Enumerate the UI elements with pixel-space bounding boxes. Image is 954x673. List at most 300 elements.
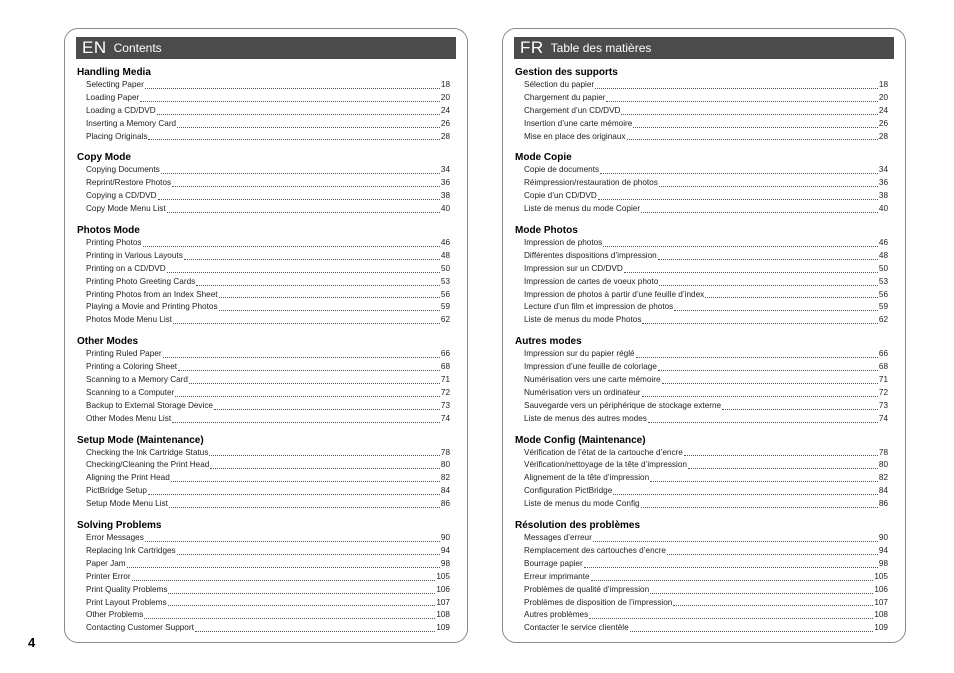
toc-entry[interactable] [515,413,888,426]
entry-page-number: 66 [440,349,450,359]
entry-label: Impression de photos [524,238,603,248]
toc-entry[interactable] [77,276,450,289]
section-title: Other Modes [77,336,139,348]
dot-leader [189,374,440,384]
entry-label: Scanning to a Memory Card [86,375,188,385]
entry-page-number: 107 [874,597,888,607]
page-number: 4 [28,635,36,650]
dot-leader [600,164,878,174]
entry-page-number: 59 [878,302,888,312]
toc-entry[interactable] [77,237,450,250]
entry-label: Printing on a CD/DVD [86,263,166,273]
toc-section [77,434,450,511]
dot-leader [148,131,439,141]
toc-entry[interactable] [515,276,888,289]
toc-entry[interactable] [515,374,888,387]
section-title: Solving Problems [77,520,162,532]
entry-label: Réimpression/restauration de photos [524,178,658,188]
toc-entry[interactable] [515,190,888,203]
toc-entry[interactable] [77,472,450,485]
dot-leader [209,447,439,457]
toc-entry[interactable] [77,485,450,498]
entry-label: Checking the Ink Cartridge Status [86,447,209,457]
section-title: Photos Mode [77,225,140,237]
dot-leader [662,374,878,384]
toc-entry[interactable] [77,387,450,400]
toc-entry[interactable] [515,92,888,105]
entry-label: Error Messages [86,533,144,543]
toc-entry[interactable] [77,413,450,426]
toc-title: Table des matières [550,41,652,55]
dot-leader [589,609,873,619]
toc-entry[interactable] [515,584,888,597]
toc-section [77,519,450,635]
entry-label: Impression sur un CD/DVD [524,263,623,273]
toc-entry[interactable] [515,532,888,545]
entry-label: Impression de photos à partir d’une feuille d’index [524,289,705,299]
dot-leader [621,105,877,115]
entry-label: Contacting Customer Support [86,623,194,633]
dot-leader [595,79,878,89]
entry-page-number: 36 [440,178,450,188]
entry-page-number: 48 [440,250,450,260]
dot-leader [219,301,440,311]
toc-entry[interactable] [515,622,888,635]
entry-page-number: 56 [440,289,450,299]
dot-leader [168,597,436,607]
toc-entry[interactable] [77,164,450,177]
dot-leader [177,545,440,555]
entry-page-number: 66 [878,349,888,359]
entry-page-number: 62 [878,315,888,325]
dot-leader [658,250,878,260]
toc-entry[interactable] [77,118,450,131]
section-title: Mode Config (Maintenance) [515,434,646,446]
dot-leader [214,400,440,410]
toc-entry[interactable] [77,558,450,571]
entry-label: Placing Originals [86,131,148,141]
entry-page-number: 80 [878,460,888,470]
entry-label: Selecting Paper [86,80,144,89]
entry-label: Vérification/nettoyage de la tête d’impression [524,460,687,470]
entry-label: Other Problems [86,610,144,620]
entry-page-number: 106 [436,584,450,594]
toc-title: Contents [113,41,162,55]
toc-entry[interactable] [515,472,888,485]
dot-leader [184,250,440,260]
toc-entry[interactable] [77,545,450,558]
entry-label: Printing Photo Greeting Cards [86,276,196,286]
dot-leader [177,118,440,128]
entry-label: Copie d’un CD/DVD [524,191,597,201]
entry-label: Lecture d’un film et impression de photos [524,302,674,312]
toc-entry[interactable] [515,361,888,374]
entry-label: Liste de menus du mode Config [524,499,640,509]
entry-label: Replacing Ink Cartridges [86,545,176,555]
dot-leader [630,622,874,632]
section-title: Résolution des problèmes [515,520,641,532]
entry-page-number: 46 [440,238,450,248]
entry-label: Copying Documents [86,165,160,175]
dot-leader [636,348,878,358]
entry-page-number: 109 [436,623,450,633]
toc-panel-en [64,28,468,643]
toc-entry[interactable] [515,314,888,327]
toc-section [77,151,450,216]
entry-page-number: 68 [878,362,888,372]
entry-page-number: 98 [878,558,888,568]
entry-label: Copy Mode Menu List [86,204,166,214]
dot-leader [171,472,440,482]
toc-entry[interactable] [515,79,888,92]
dot-leader [674,301,878,311]
entry-label: Other Modes Menu List [86,413,172,423]
dot-leader [603,237,878,247]
toc-entry[interactable] [77,263,450,276]
entry-page-number: 26 [878,118,888,128]
entry-page-number: 18 [878,80,888,89]
entry-page-number: 86 [440,499,450,509]
entry-label: Printing Photos from an Index Sheet [86,289,218,299]
dot-leader [673,597,873,607]
entry-page-number: 106 [874,584,888,594]
entry-page-number: 24 [878,105,888,115]
dot-leader [148,485,440,495]
toc-header-en [76,37,456,59]
entry-page-number: 48 [878,250,888,260]
entry-label: Configuration PictBridge [524,486,613,496]
dot-leader [624,263,878,273]
dot-leader [641,203,878,213]
entry-label: Chargement d’un CD/DVD [524,105,621,115]
entry-page-number: 40 [878,204,888,214]
entry-label: Liste de menus du mode Photos [524,315,642,325]
toc-entry[interactable] [77,92,450,105]
toc-entry[interactable] [77,348,450,361]
toc-entry[interactable] [515,250,888,263]
toc-entry[interactable] [77,361,450,374]
toc-entry[interactable] [515,164,888,177]
entry-page-number: 80 [440,460,450,470]
entry-page-number: 36 [878,178,888,188]
entry-page-number: 74 [440,413,450,423]
dot-leader [195,622,435,632]
entry-page-number: 98 [440,558,450,568]
toc-header-fr [514,37,894,59]
entry-page-number: 46 [878,238,888,248]
toc-list-fr [515,66,888,643]
entry-page-number: 86 [878,499,888,509]
dot-leader [173,314,440,324]
toc-entry[interactable] [77,584,450,597]
entry-page-number: 26 [440,118,450,128]
entry-page-number: 82 [440,473,450,483]
entry-page-number: 62 [440,315,450,325]
dot-leader [175,387,440,397]
toc-entry[interactable] [77,498,450,511]
entry-page-number: 90 [440,533,450,543]
toc-entry[interactable] [515,609,888,622]
dot-leader [659,177,878,187]
entry-label: Contacter le service clientèle [524,623,629,633]
entry-label: Impression sur du papier réglé [524,349,635,359]
toc-entry[interactable] [77,374,450,387]
dot-leader [144,609,435,619]
entry-label: Vérification de l’état de la cartouche d’encre [524,447,683,457]
toc-entry[interactable] [515,301,888,314]
toc-entry[interactable] [515,571,888,584]
entry-page-number: 78 [878,447,888,457]
toc-entry[interactable] [515,459,888,472]
toc-entry[interactable] [77,131,450,144]
dot-leader [127,558,440,568]
dot-leader [648,413,878,423]
entry-page-number: 109 [874,623,888,633]
entry-label: Printing in Various Layouts [86,250,183,260]
toc-entry[interactable] [515,558,888,571]
section-title: Gestion des supports [515,67,618,78]
entry-page-number: 50 [440,263,450,273]
toc-entry[interactable] [515,387,888,400]
entry-page-number: 20 [440,92,450,102]
dot-leader [196,276,440,286]
entry-page-number: 78 [440,447,450,457]
toc-entry[interactable] [515,263,888,276]
toc-entry[interactable] [77,203,450,216]
entry-label: Aligning the Print Head [86,473,170,483]
toc-entry[interactable] [77,597,450,610]
dot-leader [591,571,874,581]
dot-leader [667,545,878,555]
dot-leader [157,105,440,115]
toc-entry[interactable] [515,118,888,131]
entry-page-number: 73 [878,400,888,410]
toc-entry[interactable] [77,609,450,622]
dot-leader [633,118,878,128]
entry-label: Printing Ruled Paper [86,349,162,359]
toc-entry[interactable] [77,250,450,263]
entry-label: Printer Error [86,571,131,581]
toc-entry[interactable] [77,177,450,190]
entry-page-number: 84 [878,486,888,496]
entry-page-number: 38 [440,191,450,201]
entry-page-number: 18 [440,80,450,89]
dot-leader [172,177,440,187]
toc-entry[interactable] [515,105,888,118]
dot-leader [598,190,878,200]
language-code: FR [520,38,544,57]
entry-page-number: 56 [878,289,888,299]
entry-label: Erreur imprimante [524,571,590,581]
toc-section [515,66,888,143]
entry-label: PictBridge Setup [86,486,147,496]
dot-leader [143,237,440,247]
dot-leader [584,558,878,568]
toc-entry[interactable] [515,177,888,190]
dot-leader [613,485,878,495]
dot-leader [178,361,440,371]
entry-page-number: 72 [878,387,888,397]
entry-label: Liste de menus du mode Copier [524,204,641,214]
dot-leader [627,131,878,141]
entry-label: Insertion d’une carte mémoire [524,118,633,128]
toc-entry[interactable] [515,485,888,498]
dot-leader [688,459,878,469]
dot-leader [161,164,440,174]
entry-label: Numérisation vers une carte mémoire [524,375,661,385]
entry-page-number: 28 [440,131,450,141]
toc-entry[interactable] [77,622,450,635]
toc-entry[interactable] [515,447,888,460]
entry-label: Playing a Movie and Printing Photos [86,302,218,312]
entry-label: Paper Jam [86,558,126,568]
dot-leader [132,571,436,581]
toc-entry[interactable] [515,400,888,413]
section-title: Handling Media [77,67,151,78]
dot-leader [658,361,878,371]
entry-label: Remplacement des cartouches d’encre [524,545,666,555]
toc-entry[interactable] [77,289,450,302]
entry-label: Sélection du papier [524,80,595,89]
entry-page-number: 108 [874,610,888,620]
dot-leader [705,289,878,299]
toc-entry[interactable] [77,400,450,413]
toc-section [77,224,450,327]
entry-page-number: 72 [440,387,450,397]
dot-leader [158,190,440,200]
toc-entry[interactable] [77,459,450,472]
toc-section [77,335,450,425]
entry-label: Problèmes de qualité d’impression [524,584,650,594]
entry-page-number: 108 [436,610,450,620]
entry-page-number: 94 [878,545,888,555]
toc-entry[interactable] [77,79,450,92]
entry-label: Impression de cartes de voeux photo [524,276,659,286]
dot-leader [722,400,878,410]
entry-page-number: 94 [440,545,450,555]
entry-page-number: 34 [878,165,888,175]
dot-leader [606,92,877,102]
section-title: Autres modes [515,336,582,348]
toc-entry[interactable] [77,190,450,203]
dot-leader [650,584,873,594]
dot-leader [684,447,878,457]
entry-label: Sauvegarde vers un périphérique de stockage externe [524,400,722,410]
entry-label: Messages d’erreur [524,533,592,543]
toc-entry[interactable] [77,571,450,584]
toc-entry[interactable] [515,203,888,216]
entry-label: Photos Mode Menu List [86,315,173,325]
entry-label: Scanning to a Computer [86,387,175,397]
entry-page-number: 24 [440,105,450,115]
entry-page-number: 53 [440,276,450,286]
entry-label: Alignement de la tête d’impression [524,473,650,483]
dot-leader [659,276,878,286]
entry-label: Problèmes de disposition de l’impression [524,597,673,607]
toc-section [515,335,888,425]
section-title: Mode Photos [515,225,578,237]
entry-page-number: 53 [878,276,888,286]
entry-page-number: 84 [440,486,450,496]
dot-leader [168,584,435,594]
entry-label: Mise en place des originaux [524,131,626,141]
dot-leader [169,498,440,508]
section-title: Copy Mode [77,152,131,164]
entry-label: Autres problèmes [524,610,589,620]
entry-page-number: 59 [440,302,450,312]
entry-label: Chargement du papier [524,92,606,102]
entry-label: Inserting a Memory Card [86,118,177,128]
dot-leader [163,348,440,358]
entry-page-number: 107 [436,597,450,607]
entry-label: Print Quality Problems [86,584,168,594]
dot-leader [167,263,440,273]
toc-entry[interactable] [515,597,888,610]
toc-entry[interactable] [515,131,888,144]
entry-label: Checking/Cleaning the Print Head [86,460,210,470]
toc-entry[interactable] [515,545,888,558]
toc-entry[interactable] [515,348,888,361]
entry-label: Reprint/Restore Photos [86,178,172,188]
entry-page-number: 90 [878,533,888,543]
dot-leader [650,472,878,482]
toc-section [77,66,450,143]
entry-page-number: 71 [878,375,888,385]
toc-entry[interactable] [77,532,450,545]
dot-leader [145,79,440,89]
dot-leader [642,387,878,397]
toc-entry[interactable] [515,289,888,302]
dot-leader [167,203,440,213]
entry-label: Impression d’une feuille de coloriage [524,362,657,372]
toc-panel-fr [502,28,906,643]
dot-leader [145,532,440,542]
toc-entry[interactable] [77,447,450,460]
entry-page-number: 74 [878,413,888,423]
entry-page-number: 40 [440,204,450,214]
toc-entry[interactable] [77,314,450,327]
toc-entry[interactable] [515,498,888,511]
entry-label: Printing a Coloring Sheet [86,362,178,372]
entry-label: Setup Mode Menu List [86,499,168,509]
entry-page-number: 20 [878,92,888,102]
toc-section [515,519,888,635]
entry-label: Différentes dispositions d’impression [524,250,657,260]
section-title: Mode Copie [515,152,572,164]
entry-page-number: 71 [440,375,450,385]
entry-page-number: 34 [440,165,450,175]
toc-entry[interactable] [77,301,450,314]
entry-page-number: 38 [878,191,888,201]
entry-page-number: 105 [874,571,888,581]
dot-leader [642,314,877,324]
language-code: EN [82,38,107,57]
entry-label: Copying a CD/DVD [86,191,157,201]
entry-label: Print Layout Problems [86,597,167,607]
dot-leader [172,413,440,423]
toc-entry[interactable] [515,237,888,250]
entry-label: Printing Photos [86,238,142,248]
toc-list-en [77,66,450,643]
entry-page-number: 68 [440,362,450,372]
entry-label: Liste de menus des autres modes [524,413,647,423]
entry-label: Numérisation vers un ordinateur [524,387,641,397]
toc-entry[interactable] [77,105,450,118]
entry-page-number: 28 [878,131,888,141]
toc-section [515,151,888,216]
entry-label: Bourrage papier [524,558,583,568]
entry-page-number: 105 [436,571,450,581]
